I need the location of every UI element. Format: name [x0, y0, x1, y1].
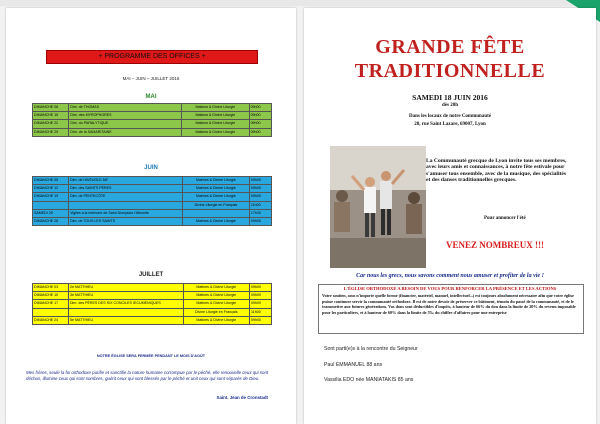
schedule-time: 09h00 [249, 104, 271, 112]
schedule-time: 09h00 [250, 316, 272, 324]
schedule-row [33, 316, 272, 324]
schedule-feast: 3e MATTHIEU [68, 292, 183, 300]
schedule-feast [69, 201, 183, 209]
schedule-service: Matines & Divine Liturgie [183, 300, 250, 308]
schedule-day: DIMANCHE 12 [33, 185, 69, 193]
schedule-time: 09h00 [249, 193, 271, 201]
top-bar [0, 0, 600, 6]
schedule-feast: Dim. de la SAMARITAINE [69, 128, 182, 136]
schedule-feast: Dim. de l'AVEUGLE-NÉ [69, 177, 183, 185]
schedule-feast: Dim. des PÈRES DES SIX CONCILES ŒCUMÉNIQUES [68, 300, 183, 308]
schedule-service: Matines & Divine Liturgie [183, 292, 250, 300]
event-time: dès 20h [442, 103, 458, 108]
schedule-day: DIMANCHE 15 [33, 112, 69, 120]
schedule-row [33, 201, 272, 209]
schedule-service: Divine Liturgie en Français [182, 201, 249, 209]
schedule-feast: Vigiles à la mémoire de Saint Dionysios l'Athonite [69, 209, 183, 217]
schedule-day: DIMANCHE 03 [33, 284, 69, 292]
quote-signature: Saint. Jean de Cronstadt [216, 395, 268, 400]
schedule-service: Matines & Divine Liturgie [182, 104, 249, 112]
schedule-feast: Dim. du PARALYTIQUE [69, 120, 182, 128]
schedule-row [33, 177, 272, 185]
schedule-feast: 2e MATTHIEU [68, 284, 183, 292]
month-july: JUILLET [138, 272, 164, 278]
month-june: JUIN [144, 165, 158, 171]
schedule-service: Matines & Divine Liturgie [183, 284, 250, 292]
schedule-row [33, 308, 272, 316]
schedule-time: 09h00 [249, 185, 271, 193]
event-title-line2: TRADITIONNELLE [354, 60, 546, 82]
schedule-service [182, 209, 249, 217]
schedule-day: DIMANCHE 26 [33, 217, 69, 225]
schedule-may [32, 103, 272, 137]
support-text: Votre soutien, sous n'importe quelle forme (financier, matériel, manuel, intellectuel...) est toujours absolument nécessaire afin que votre église puisse continuer servir la communauté orthodoxe. Il est de notre devoir de préserver ce bâtiment, témoin du passé de la communauté, et de le transmettre aux futures générations. Vos dons sont déductibles d'impôts, à hauteur de 66% du don dans la limite de 20% du revenu imposable pour les particuliers, et à hauteur de 60% dans la limite de 5‰ du chiffre d'affaires pour une entreprise [322, 293, 576, 315]
schedule-row [33, 217, 272, 225]
schedule-service: Matines & Divine Liturgie [182, 128, 249, 136]
schedule-service: Matines & Divine Liturgie [182, 193, 249, 201]
schedule-row [33, 185, 272, 193]
schedule-time: 09h00 [250, 284, 272, 292]
event-date: SAMEDI 18 JUIN 2016 [412, 93, 488, 102]
come-many: VENEZ NOMBREUX !!! [446, 240, 544, 250]
schedule-service: Divine Liturgie en Français [183, 308, 250, 316]
event-location-line2: 20, rue Saint Lazare, 69007, Lyon [414, 122, 486, 127]
schedule-day: DIMANCHE 22 [33, 120, 69, 128]
schedule-day: DIMANCHE 05 [33, 177, 69, 185]
quote-text: Mes frères, seule la foi orthodoxe purifie et sanctifie la nature humaine corrompue par le péché, elle renouvelle ceux qui sont déchus, illumine ceux qui sont sombres, guérit ceux qui sont blessés par le péché et unit ceux qui sont séparés de Dieu. [26, 370, 269, 381]
schedule-service: Matines & Divine Liturgie [182, 185, 249, 193]
schedule-day: DIMANCHE 10 [33, 292, 69, 300]
schedule-day: DIMANCHE 19 [33, 193, 69, 201]
schedule-july [32, 283, 272, 325]
schedule-day [33, 201, 69, 209]
schedule-time: 09h00 [249, 112, 271, 120]
programme-banner: + PROGRAMME DES OFFICES + [46, 50, 258, 64]
schedule-time: 09h00 [249, 217, 271, 225]
schedule-feast [68, 308, 183, 316]
schedule-june [32, 176, 272, 226]
schedule-day: DIMANCHE 29 [33, 128, 69, 136]
closure-note: NOTRE ÉGLISE SERA FERMÉE PENDANT LE MOIS D'AOÛT [96, 354, 206, 358]
month-may: MAI [145, 94, 157, 100]
schedule-time: 09h00 [249, 120, 271, 128]
schedule-feast: Dim. de THOMAS [69, 104, 182, 112]
schedule-service: Matines & Divine Liturgie [182, 120, 249, 128]
schedule-feast: 5e MATTHIEU [68, 316, 183, 324]
schedule-feast: Dim. de PENTECÔTE [69, 193, 183, 201]
schedule-time: 11h00 [250, 308, 272, 316]
schedule-day: SAMEDI 25 [33, 209, 69, 217]
memorial-name: Vassilia EDO née MANIATAKIS 85 ans [324, 377, 414, 383]
schedule-row [33, 193, 272, 201]
schedule-feast: Dim. des SAINTS PÈRES [69, 185, 183, 193]
schedule-day: DIMANCHE 24 [33, 316, 69, 324]
programme-dates: MAI – JUIN – JUILLET 2016 [122, 76, 180, 81]
schedule-service: Matines & Divine Liturgie [182, 217, 249, 225]
support-title: L'ÉGLISE ORTHODOXE A BESOIN DE VOUS POUR RENFORCER LA PRÉSENCE ET LES ACTIONS [343, 286, 557, 291]
schedule-time: 17h30 [249, 209, 271, 217]
schedule-row [33, 112, 272, 120]
greek-fun-line: Car nous les grecs, nous savons comment nous amuser et profiter de la vie ! [356, 273, 544, 279]
dance-photo [330, 146, 426, 268]
schedule-service: Matines & Divine Liturgie [183, 316, 250, 324]
schedule-row [33, 104, 272, 112]
event-title-line1: GRANDE FÊTE [375, 36, 525, 58]
schedule-row [33, 128, 272, 136]
right-page [304, 8, 596, 424]
left-page [6, 8, 296, 424]
schedule-day: DIMANCHE 08 [33, 104, 69, 112]
schedule-row [33, 284, 272, 292]
schedule-time: 09h00 [250, 292, 272, 300]
schedule-feast: Dim. des MYROPHORES [69, 112, 182, 120]
schedule-time: 09h00 [249, 177, 271, 185]
schedule-row [33, 300, 272, 308]
schedule-service: Matines & Divine Liturgie [182, 112, 249, 120]
event-location-line1: Dans les locaux de notre Communauté [409, 114, 491, 119]
schedule-feast: Dim. de TOUS LES SAINTS [69, 217, 183, 225]
schedule-time: 09h00 [249, 128, 271, 136]
schedule-row [33, 120, 272, 128]
schedule-time: 11h00 [249, 201, 271, 209]
schedule-day [33, 308, 69, 316]
schedule-service: Matines & Divine Liturgie [182, 177, 249, 185]
memorial-name: Paul EMMANUEL 88 ans [324, 362, 383, 368]
schedule-row [33, 292, 272, 300]
schedule-time: 09h00 [250, 300, 272, 308]
memorial-heading: Sont parti(e)s à la rencontre du Seigneur [324, 346, 418, 352]
invite-text: La Communauté grecque de Lyon invite tous ses membres, avec leurs amis et connaissances, à notre fête estivale pour s'amuser tous ensemble, avec de la musique, des spécialités et des danses traditionnelles grecques. [426, 158, 567, 184]
schedule-day: DIMANCHE 17 [33, 300, 69, 308]
schedule-row [33, 209, 272, 217]
announce-summer: Pour annoncer l'été [484, 216, 526, 221]
